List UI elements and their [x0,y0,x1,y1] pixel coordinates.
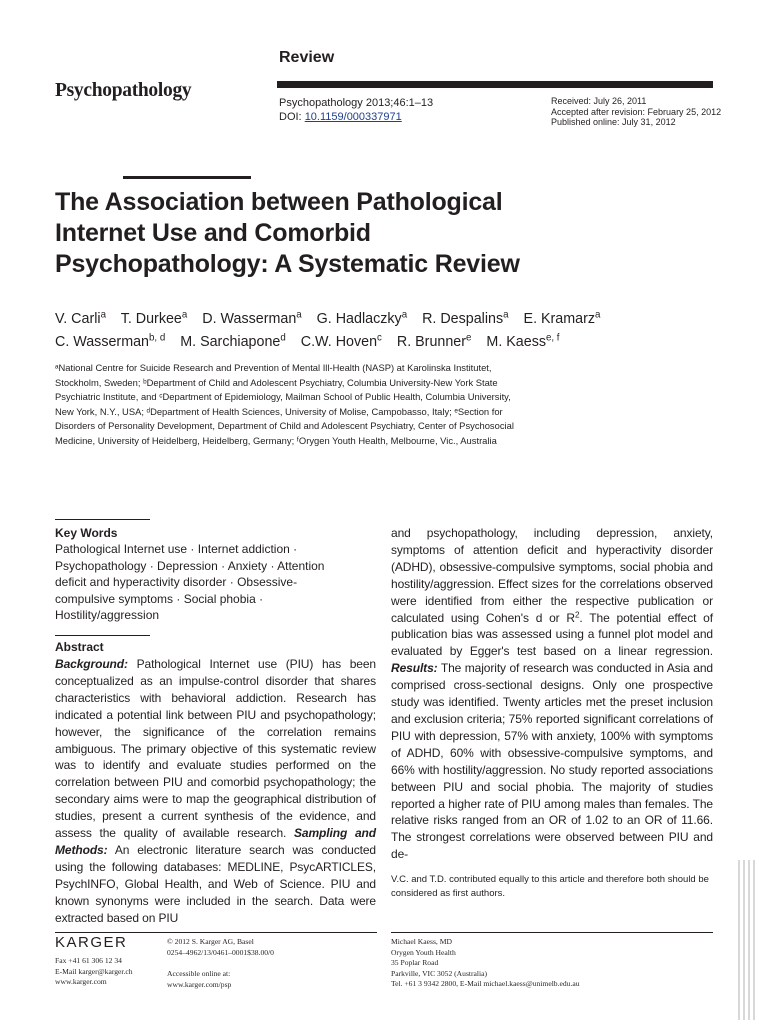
author: R. Despalins$^a$ [422,309,509,327]
affiliations [55,361,585,448]
title-line: Psychopathology: A Systematic Review [55,250,520,278]
abstract-text: and psychopathology, including depression, anxiety, symptoms of attention deficit and hyperactivity disorder (ADHD), obsessive-compulsive symptoms, social phobia and hostility/aggression. Effect sizes for the correlations observed were identified from either the respective publication or calculated using Cohen's d or R [391,526,713,625]
article-title [55,187,695,280]
doi-link[interactable]: 10.1159/000337971 [304,111,402,123]
citation-line: Psychopathology 2013;46:1–13 [279,97,434,109]
title-line: The Association between Pathological [55,188,503,216]
online-access [167,969,231,990]
results-label: Results: [391,661,438,676]
results-text: The majority of research was conducted in Asia and comprised cross-sectional designs. Only one prospective study was identified. Twenty articles met the preset inclusion and exclusion criteria; 75% reported significant correlations of PIU with depression, 57% with anxiety, 100% with symptoms of ADHD, 60% with obsessive-compulsive symptoms, and 66% with hostility/aggression. No study reported associations between PIU and social phobia. The majority of studies reported a higher rate of PIU among males than females. The relative risks ranged from an OR of 1.02 to an OR of 11.66. The strongest correlations were observed between PIU and de- [391,661,713,862]
header-rule [277,81,713,88]
author: C.W. Hoven$^c$ [300,332,382,350]
abstract-heading: Abstract [55,640,104,654]
footnote: V.C. and T.D. contributed equally to this article and therefore both should be considered as first authors. [391,874,709,899]
correspondence-line: Michael Kaess, MD [391,937,452,946]
accepted-date: Accepted after revision: February 25, 2012 [551,106,722,117]
key-words-text: Pathological Internet use · Internet addiction · Psychopathology · Depression · Anxiety · Attention deficit and hyperactivity disorder · Obsessive-compulsive symptoms · Social phobia · Hostility/aggression [55,542,325,622]
received-date: Received: July 26, 2011 [551,96,647,106]
citation [279,96,433,124]
author: M. Sarchiapone$^d$ [180,332,286,350]
correspondence-line: Orygen Youth Health [391,947,456,957]
methods-text: An electronic literature search was conducted using the following databases: MEDLINE, PsycARTICLES, PsychINFO, Global Health, and Web of Science. PIU and known synonyms were included in the search. Data were extracted based on PIU [55,842,376,925]
author: V. Carli$^a$ [55,309,106,327]
journal-logo: Psychopathology [55,80,192,101]
footer-rule [55,932,377,933]
author: E. Kramarz$^a$ [523,309,601,327]
author-line [55,331,735,354]
footer-rule [391,932,713,933]
abstract-text: . The potential effect of publication bias was assessed using a funnel plot model and evaluated by Egger's test based on a linear regression. [391,610,713,659]
background-label: Background: [55,657,128,671]
copyright-line: © 2012 S. Karger AG, Basel [167,937,254,946]
key-words-heading: Key Words [55,526,118,540]
correspondence [391,937,580,990]
article-dates [551,96,721,128]
key-words-rule [55,519,150,520]
doi-line [279,110,433,124]
published-date: Published online: July 31, 2012 [551,117,676,127]
correspondence-line[interactable]: Tel. +61 3 9342 2800, E-Mail michael.kaess@unimelb.edu.au [391,979,580,989]
journal-url-link[interactable]: www.karger.com/psp [167,979,232,989]
fax-line: Fax +41 61 306 12 34 [55,956,122,965]
doi-label: DOI: [279,111,302,123]
background-text: Pathological Internet use (PIU) has been conceptualized as an impulse-control disorder that shares characteristics with behavioral addiction. Research has indicated a potential link between PIU and psychopathology; however, the significance of the correlation remains ambiguous. The primary objective of this systematic review was to identify and evaluate studies performed on the correlation between PIU and comorbid psychopathology; the secondary aims were to map the geographical distribution of studies, present a current synthesis of the evidence, and assess the quality of available research. [55,657,376,841]
section-label: Review [279,49,335,66]
author: G. Hadlaczky$^a$ [316,309,408,327]
publisher-logo: KARGER [55,934,128,951]
email-line[interactable]: E-Mail karger@karger.ch [55,966,133,976]
issn-line: 0254–4962/13/0461–0001$38.00/0 [167,947,274,957]
affiliation-line: Stockholm, Sweden; ᵇDepartment of Child and Adolescent Psychiatry, Columbia University-New York State [55,376,498,388]
abstract-column-right [391,525,713,863]
abstract-column-left [55,656,376,927]
methods-label: Sampling and Methods: [55,826,376,857]
author: D. Wasserman$^a$ [202,309,302,327]
affiliation-line: Disorders of Personality Development, Department of Child and Adolescent Psychiatry, Center of Psychosocial [55,420,514,431]
abstract-rule [55,635,150,636]
title-line: Internet Use and Comorbid [55,219,371,247]
affiliation-line: New York, N.Y., USA; ᵈDepartment of Health Sciences, University of Molise, Campobasso, Italy; ᵉSection for [55,405,503,417]
title-rule [123,176,251,179]
author: M. Kaess$^{e, f}$ [486,332,560,350]
r-squared-sup: 2 [574,610,580,620]
copyright [167,937,274,958]
online-label: Accessible online at: [167,969,231,978]
correspondence-line: 35 Poplar Road [391,958,439,968]
affiliation-line: ᵃNational Centre for Suicide Research and Prevention of Mental Ill-Health (NASP) at Karolinska Institutet, [55,362,492,373]
affiliation-line: Psychiatric Institute, and ᶜDepartment of Epidemiology, Mailman School of Public Health, Columbia University, [55,391,511,402]
affiliation-line: Medicine, University of Heidelberg, Heidelberg, Germany; ᶠOrygen Youth Health, Melbourne, Vic., Australia [55,434,497,446]
correspondence-line: Parkville, VIC 3052 (Australia) [391,968,488,978]
author: T. Durkee$^a$ [120,309,188,327]
download-watermark [736,860,758,1020]
author: C. Wasserman$^{b, d}$ [55,332,166,350]
author-list [55,308,735,353]
author: R. Brunner$^e$ [396,332,472,350]
website-link[interactable]: www.karger.com [55,977,107,987]
author-line [55,308,735,331]
publisher-contact [55,956,133,988]
